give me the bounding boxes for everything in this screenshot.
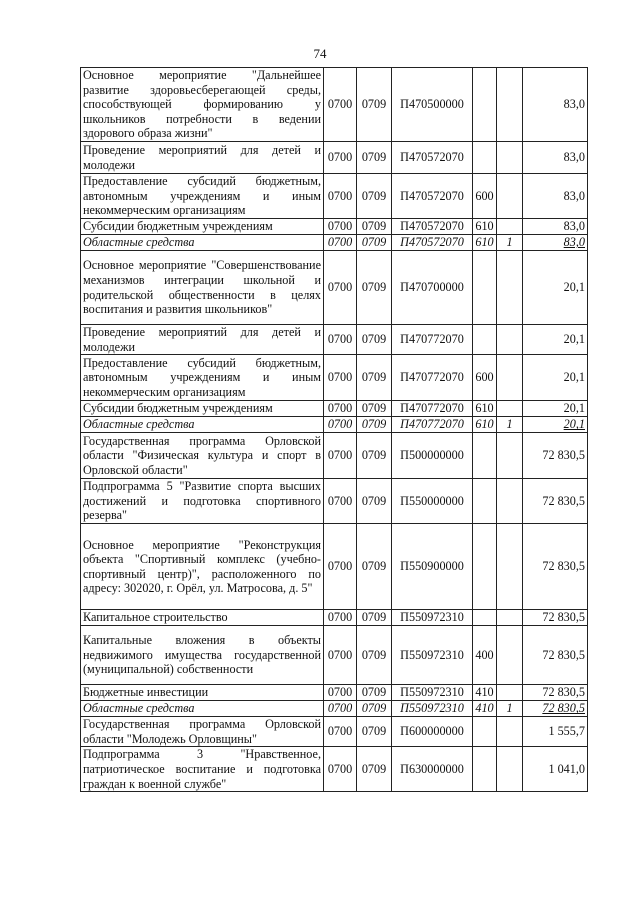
- row-name-cell: Субсидии бюджетным учреждениям: [81, 219, 324, 235]
- table-row: [81, 747, 588, 792]
- subsection-code-cell: 0709: [357, 325, 392, 355]
- expense-type-cell: [473, 325, 497, 355]
- funding-source-cell: 1: [497, 417, 523, 433]
- subsection-code-cell: 0709: [357, 610, 392, 626]
- amount-cell: 72 830,5: [523, 524, 588, 610]
- expense-type-cell: 400: [473, 626, 497, 685]
- row-name-cell: Основное мероприятие "Совершенствование механизмов интеграции школьной и родительской общественности в целях воспитания и развития школьников": [81, 251, 324, 325]
- table-row: [81, 524, 588, 610]
- section-code-cell: 0700: [324, 701, 357, 717]
- section-code-cell: 0700: [324, 325, 357, 355]
- funding-source-cell: 1: [497, 235, 523, 251]
- row-name-cell: Государственная программа Орловской области "Физическая культура и спорт в Орловской области": [81, 433, 324, 479]
- subsection-code-cell: 0709: [357, 479, 392, 524]
- expense-type-cell: [473, 433, 497, 479]
- target-article-cell: П470700000: [392, 251, 473, 325]
- amount-cell: 83,0: [523, 219, 588, 235]
- section-code-cell: 0700: [324, 479, 357, 524]
- row-name-cell: Областные средства: [81, 417, 324, 433]
- row-name-cell: Субсидии бюджетным учреждениям: [81, 401, 324, 417]
- expense-type-cell: [473, 251, 497, 325]
- table-row: [81, 701, 588, 717]
- section-code-cell: 0700: [324, 433, 357, 479]
- amount-cell: 20,1: [523, 251, 588, 325]
- funding-source-cell: [497, 325, 523, 355]
- subsection-code-cell: 0709: [357, 401, 392, 417]
- row-name-cell: Капитальные вложения в объекты недвижимого имущества государственной (муниципальной) собственности: [81, 626, 324, 685]
- funding-source-cell: [497, 626, 523, 685]
- amount-cell: 20,1: [523, 417, 588, 433]
- funding-source-cell: [497, 355, 523, 401]
- subsection-code-cell: 0709: [357, 68, 392, 142]
- subsection-code-cell: 0709: [357, 251, 392, 325]
- table-row: [81, 355, 588, 401]
- expense-type-cell: 610: [473, 235, 497, 251]
- target-article-cell: П630000000: [392, 747, 473, 792]
- amount-cell: 72 830,5: [523, 433, 588, 479]
- row-name-cell: Основное мероприятие "Дальнейшее развитие здоровьесберегающей среды, способствующей формированию у школьников потребности в ведении здорового образа жизни": [81, 68, 324, 142]
- funding-source-cell: [497, 251, 523, 325]
- table-row: [81, 401, 588, 417]
- amount-cell: 72 830,5: [523, 701, 588, 717]
- target-article-cell: П550972310: [392, 626, 473, 685]
- funding-source-cell: [497, 401, 523, 417]
- table-row: [81, 626, 588, 685]
- table-row: [81, 325, 588, 355]
- funding-source-cell: [497, 433, 523, 479]
- funding-source-cell: [497, 717, 523, 747]
- funding-source-cell: [497, 142, 523, 174]
- target-article-cell: П470572070: [392, 142, 473, 174]
- amount-cell: 72 830,5: [523, 610, 588, 626]
- expense-type-cell: 610: [473, 219, 497, 235]
- table-row: [81, 68, 588, 142]
- table-row: [81, 433, 588, 479]
- expense-type-cell: 410: [473, 685, 497, 701]
- row-name-cell: Бюджетные инвестиции: [81, 685, 324, 701]
- expense-type-cell: 610: [473, 401, 497, 417]
- expense-type-cell: [473, 479, 497, 524]
- target-article-cell: П550900000: [392, 524, 473, 610]
- amount-cell: 72 830,5: [523, 626, 588, 685]
- expense-type-cell: [473, 747, 497, 792]
- section-code-cell: 0700: [324, 174, 357, 219]
- expense-type-cell: [473, 524, 497, 610]
- funding-source-cell: 1: [497, 701, 523, 717]
- row-name-cell: Основное мероприятие "Реконструкция объекта "Спортивный комплекс (учебно-спортивный центр)", расположенного по адресу: 302020, г. Орёл, ул. Матросова, д. 5": [81, 524, 324, 610]
- expense-type-cell: 600: [473, 355, 497, 401]
- row-name-cell: Капитальное строительство: [81, 610, 324, 626]
- target-article-cell: П550972310: [392, 610, 473, 626]
- subsection-code-cell: 0709: [357, 747, 392, 792]
- table-row: [81, 717, 588, 747]
- amount-cell: 20,1: [523, 401, 588, 417]
- target-article-cell: П470772070: [392, 417, 473, 433]
- target-article-cell: П470572070: [392, 219, 473, 235]
- target-article-cell: П600000000: [392, 717, 473, 747]
- section-code-cell: 0700: [324, 142, 357, 174]
- subsection-code-cell: 0709: [357, 626, 392, 685]
- row-name-cell: Областные средства: [81, 235, 324, 251]
- amount-cell: 20,1: [523, 325, 588, 355]
- expense-type-cell: 600: [473, 174, 497, 219]
- subsection-code-cell: 0709: [357, 355, 392, 401]
- expense-type-cell: 410: [473, 701, 497, 717]
- row-name-cell: Подпрограмма 3 "Нравственное, патриотическое воспитание и подготовка граждан к военной службе": [81, 747, 324, 792]
- funding-source-cell: [497, 747, 523, 792]
- table-row: [81, 142, 588, 174]
- funding-source-cell: [497, 68, 523, 142]
- table-row: [81, 219, 588, 235]
- target-article-cell: П470772070: [392, 355, 473, 401]
- target-article-cell: П500000000: [392, 433, 473, 479]
- row-name-cell: Государственная программа Орловской области "Молодежь Орловщины": [81, 717, 324, 747]
- row-name-cell: Предоставление субсидий бюджетным, автономным учреждениям и иным некоммерческим организациям: [81, 355, 324, 401]
- budget-table-body: [81, 68, 588, 792]
- target-article-cell: П470500000: [392, 68, 473, 142]
- section-code-cell: 0700: [324, 626, 357, 685]
- section-code-cell: 0700: [324, 355, 357, 401]
- expense-type-cell: 610: [473, 417, 497, 433]
- subsection-code-cell: 0709: [357, 685, 392, 701]
- subsection-code-cell: 0709: [357, 717, 392, 747]
- table-row: [81, 235, 588, 251]
- subsection-code-cell: 0709: [357, 235, 392, 251]
- row-name-cell: Областные средства: [81, 701, 324, 717]
- amount-cell: 20,1: [523, 355, 588, 401]
- target-article-cell: П470572070: [392, 235, 473, 251]
- funding-source-cell: [497, 174, 523, 219]
- table-row: [81, 417, 588, 433]
- table-row: [81, 251, 588, 325]
- subsection-code-cell: 0709: [357, 174, 392, 219]
- subsection-code-cell: 0709: [357, 417, 392, 433]
- section-code-cell: 0700: [324, 717, 357, 747]
- table-row: [81, 610, 588, 626]
- target-article-cell: П470772070: [392, 401, 473, 417]
- subsection-code-cell: 0709: [357, 524, 392, 610]
- table-row: [81, 685, 588, 701]
- page-number: 74: [313, 46, 327, 61]
- section-code-cell: 0700: [324, 747, 357, 792]
- row-name-cell: Проведение мероприятий для детей и молодежи: [81, 325, 324, 355]
- row-name-cell: Подпрограмма 5 "Развитие спорта высших достижений и подготовка спортивного резерва": [81, 479, 324, 524]
- amount-cell: 83,0: [523, 235, 588, 251]
- subsection-code-cell: 0709: [357, 701, 392, 717]
- budget-table: [80, 67, 588, 792]
- row-name-cell: Проведение мероприятий для детей и молодежи: [81, 142, 324, 174]
- subsection-code-cell: 0709: [357, 433, 392, 479]
- expense-type-cell: [473, 68, 497, 142]
- expense-type-cell: [473, 610, 497, 626]
- subsection-code-cell: 0709: [357, 219, 392, 235]
- amount-cell: 1 555,7: [523, 717, 588, 747]
- section-code-cell: 0700: [324, 235, 357, 251]
- target-article-cell: П470772070: [392, 325, 473, 355]
- target-article-cell: П550972310: [392, 685, 473, 701]
- amount-cell: 83,0: [523, 142, 588, 174]
- section-code-cell: 0700: [324, 219, 357, 235]
- funding-source-cell: [497, 479, 523, 524]
- section-code-cell: 0700: [324, 401, 357, 417]
- funding-source-cell: [497, 685, 523, 701]
- table-row: [81, 174, 588, 219]
- target-article-cell: П470572070: [392, 174, 473, 219]
- target-article-cell: П550972310: [392, 701, 473, 717]
- section-code-cell: 0700: [324, 251, 357, 325]
- funding-source-cell: [497, 219, 523, 235]
- expense-type-cell: [473, 142, 497, 174]
- table-row: [81, 479, 588, 524]
- section-code-cell: 0700: [324, 417, 357, 433]
- expense-type-cell: [473, 717, 497, 747]
- row-name-cell: Предоставление субсидий бюджетным, автономным учреждениям и иным некоммерческим организациям: [81, 174, 324, 219]
- amount-cell: 72 830,5: [523, 685, 588, 701]
- amount-cell: 83,0: [523, 68, 588, 142]
- funding-source-cell: [497, 610, 523, 626]
- target-article-cell: П550000000: [392, 479, 473, 524]
- section-code-cell: 0700: [324, 68, 357, 142]
- amount-cell: 83,0: [523, 174, 588, 219]
- funding-source-cell: [497, 524, 523, 610]
- section-code-cell: 0700: [324, 610, 357, 626]
- section-code-cell: 0700: [324, 685, 357, 701]
- amount-cell: 72 830,5: [523, 479, 588, 524]
- section-code-cell: 0700: [324, 524, 357, 610]
- subsection-code-cell: 0709: [357, 142, 392, 174]
- amount-cell: 1 041,0: [523, 747, 588, 792]
